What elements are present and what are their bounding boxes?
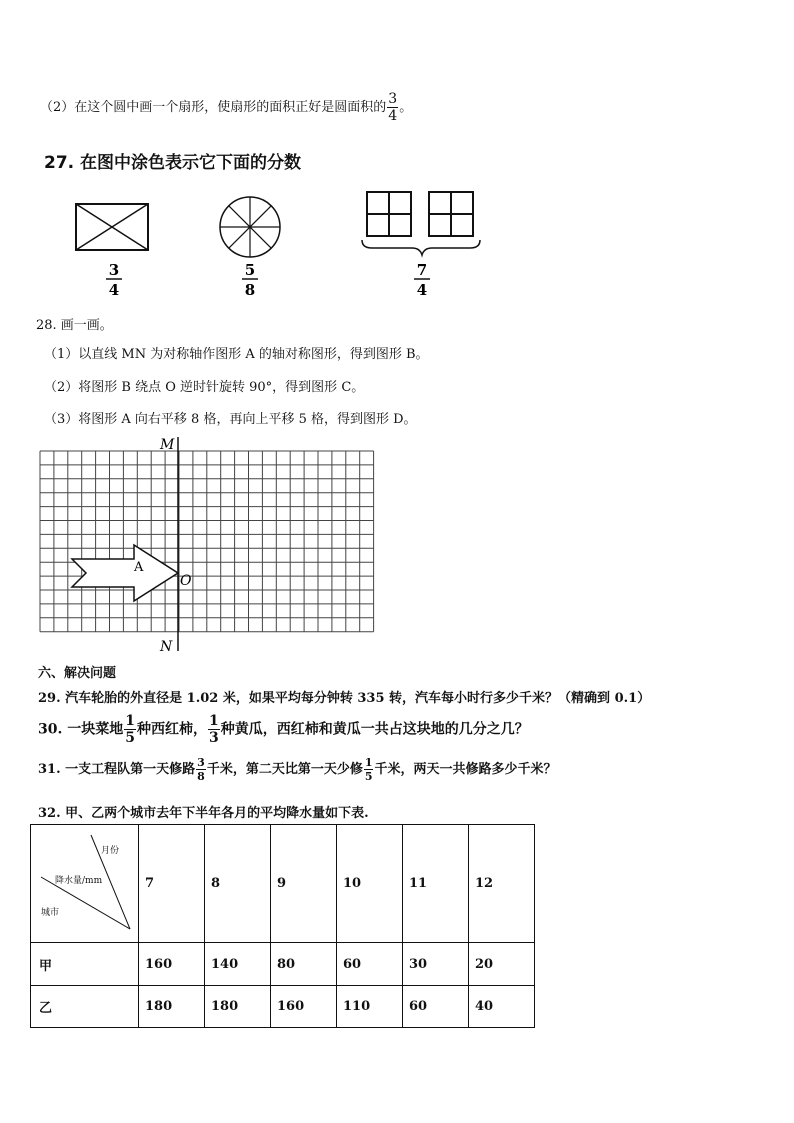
q31-frac2: $\frac{1}{5}$	[364, 756, 373, 783]
q28-title: 28. 画一画。	[36, 318, 113, 333]
month-cell: 10	[337, 825, 403, 943]
rainfall-table	[30, 824, 535, 1028]
table-row	[31, 986, 535, 1028]
month-cell: 11	[403, 825, 469, 943]
value-cell: 40	[469, 986, 535, 1028]
q28-step-3: （3）将图形 A 向右平移 8 格，再向上平移 5 格，得到图形 D。	[44, 412, 417, 427]
square-figure-right[interactable]	[429, 192, 473, 236]
q27-figures	[62, 185, 502, 300]
grid-lines	[40, 451, 374, 632]
q32-title: 32. 甲、乙两个城市去年下半年各月的平均降水量如下表.	[38, 806, 369, 821]
label-m: M	[160, 437, 175, 453]
q28-step-2: （2）将图形 B 绕点 O 逆时针旋转 90°，得到图形 C。	[44, 380, 365, 395]
shape-a[interactable]	[72, 545, 178, 601]
city-cell: 甲	[31, 943, 139, 986]
q27-frac1-num: 3	[108, 261, 120, 279]
q28-step-1: （1）以直线 MN 为对称轴作图形 A 的轴对称图形，得到图形 B。	[44, 347, 429, 362]
table-header-diagonal-cell	[31, 825, 139, 943]
brace	[362, 240, 480, 255]
q27-frac2-num: 5	[244, 261, 256, 279]
value-cell: 160	[139, 943, 205, 986]
q27-frac2-den: 8	[244, 281, 256, 299]
value-cell: 110	[337, 986, 403, 1028]
value-cell: 140	[205, 943, 271, 986]
q28-grid-figure[interactable]	[30, 433, 380, 655]
q27-title: 27. 在图中涂色表示它下面的分数	[44, 153, 302, 173]
q27-frac3-num: 7	[416, 261, 428, 279]
q29-text: 29. 汽车轮胎的外直径是 1.02 米，如果平均每分钟转 335 转，汽车每小时行多少千米？（精确到 0.1）	[38, 691, 651, 706]
q30: 30. 一块菜地 $\frac{1}{5}$ 种西红柿， $\frac{1}{3}$ 种黄瓜，西红柿和黄瓜一共占这块地的几分之几？	[38, 713, 529, 746]
value-cell: 180	[139, 986, 205, 1028]
header-rain-label: 降水量/mm	[55, 876, 103, 886]
city-cell: 乙	[31, 986, 139, 1028]
label-a: A	[134, 560, 144, 575]
table-row	[31, 943, 535, 986]
value-cell: 60	[337, 943, 403, 986]
value-cell: 60	[403, 986, 469, 1028]
value-cell: 80	[271, 943, 337, 986]
q27-frac3-den: 4	[416, 281, 428, 299]
q26-fraction: $\frac{3}{4}$	[388, 91, 398, 124]
label-o: O	[180, 573, 192, 589]
month-cell: 12	[469, 825, 535, 943]
value-cell: 30	[403, 943, 469, 986]
label-n: N	[160, 639, 173, 655]
header-month-label: 月份	[101, 846, 120, 856]
q31-frac1: $\frac{3}{8}$	[197, 756, 205, 783]
month-cell: 9	[271, 825, 337, 943]
q30-frac2: $\frac{1}{3}$	[208, 713, 219, 746]
q30-frac1: $\frac{1}{5}$	[125, 713, 135, 746]
rectangle-figure[interactable]	[76, 204, 148, 250]
q26-part2: （2）在这个圆中画一个扇形，使扇形的面积正好是圆面积的 $\frac{3}{4}$ 。	[40, 91, 413, 124]
value-cell: 160	[271, 986, 337, 1028]
q31: 31. 一支工程队第一天修路 $\frac{3}{8}$ 千米，第二天比第一天少修 $\frac{1}{5}$ 千米，两天一共修路多少千米？	[38, 756, 557, 783]
value-cell: 180	[205, 986, 271, 1028]
q26-part2-prefix: （2）在这个圆中画一个扇形，使扇形的面积正好是圆面积的	[40, 100, 387, 115]
header-city-label: 城市	[41, 908, 60, 918]
circle-figure[interactable]	[220, 197, 280, 257]
value-cell: 20	[469, 943, 535, 986]
month-cell: 7	[139, 825, 205, 943]
q27-frac1-den: 4	[108, 281, 120, 299]
square-figure-left[interactable]	[367, 192, 411, 236]
month-cell: 8	[205, 825, 271, 943]
section6-title: 六、解决问题	[38, 666, 117, 681]
